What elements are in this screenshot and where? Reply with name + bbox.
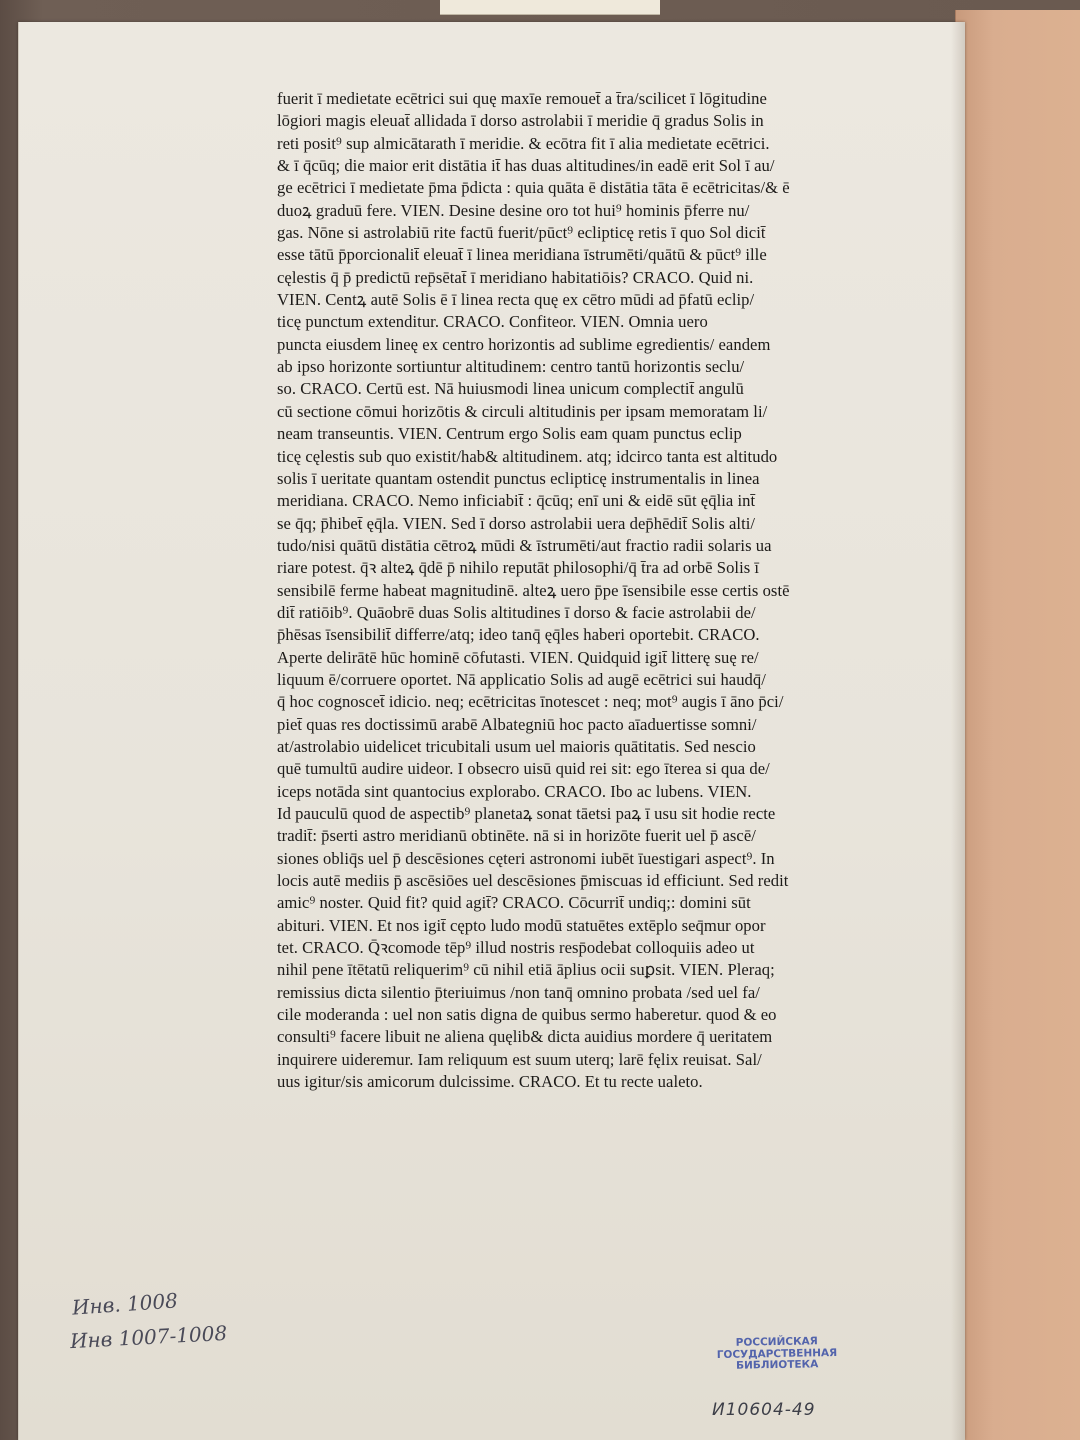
text-line: solis ī ueritate quantam ostendit punctus eclipticę instrumentalis in linea [277,468,760,488]
text-line: VIEN. Centꝝ autē Solis ē ī linea recta quę ex cētro mūdi ad p̄fatū eclip/ [277,290,755,310]
text-line: meridiana. CRACO. Nemo inficiabit̄ : q̄cūq; enī uni & eidē sūt ęq̄lia int̄ [277,491,756,511]
text-line: nihil pene ītētatū reliquerim⁹ cū nihil etiā āplius ocii suꝑsit. VIEN. Pleraq; [277,960,775,980]
stamp-line: ГОСУДАРСТВЕННАЯ [716,1346,838,1361]
text-line: iceps notāda sint quantocius explorabo. CRACO. Ibo ac lubens. VIEN. [277,781,752,801]
text-line: liquum ē/corruere oportet. Nā applicatio Solis ad augē ecētrici sui haudq̄/ [277,669,766,689]
text-line: riare potest. q̄ꝛ alteꝝ q̄dē p̄ nihilo reputāt philosophi/q̄ t̄ra ad orbē Solis ī [277,558,760,578]
text-line: uus igitur/sis amicorum dulcissime. CRACO. Et tu recte ualeto. [277,1072,703,1092]
text-line: amic⁹ noster. Quid fit? quid agit̄? CRACO. Cōcurrit̄ undiq;: domini sūt [277,893,751,913]
text-line: Aperte delirātē hūc hominē cōfutasti. VIEN. Quidquid igit̄ litterę suę re/ [277,647,759,667]
text-line: siones obliq̄s uel p̄ descēsiones cęteri astronomi iubēt īuestigari aspect⁹. In [277,848,775,868]
text-line: remissius dicta silentio p̄teriuimus /non tanq̄ omnino probata /sed uel fa/ [277,982,760,1002]
text-line: ab ipso horizonte sortiuntur altitudinem: centro tantū horizontis seclu/ [277,357,745,377]
shelfmark-number: И10604-49 [712,1400,816,1420]
text-line: fuerit ī medietate ecētrici sui quę maxīe remouet̄ a t̄ra/scilicet ī lōgitudine [277,89,767,108]
text-line: abituri. VIEN. Et nos igit̄ cępto ludo modū statuētes extēplo seq̄mur opor [277,915,766,935]
text-line: & ī q̄cūq; die maior erit distātia it̄ has duas altitudines/in eadē erit Sol ī au/ [277,156,775,176]
text-line: piet̄ quas res doctissimū arabē Albategniū hoc pacto aīaduertisse somni/ [277,714,757,734]
text-line: tet. CRACO. Q̄ꝛcomode tēp⁹ illud nostris resp̄odebat colloquiis adeo ut [277,938,755,958]
text-line: ticę cęlestis sub quo existit/hab& altitudinem. atq; idcirco tanta est altitudo [277,446,778,466]
text-line: at/astrolabio uidelicet tricubitali usum uel maioris quātitatis. Sed nescio [277,736,756,756]
stamp-line: РОССИЙСКАЯ [735,1335,818,1349]
text-line: quē tumultū audire uideor. I obsecro uisū quid rei sit: ego īterea si qua de/ [277,759,770,779]
text-line: Id pauculū quod de aspectib⁹ planetaꝝ sonat tāetsi paꝝ ī usu sit hodie recte [277,804,776,823]
pencil-inventory-note: Инв. 1008 [71,1288,179,1320]
paper-label [440,0,660,15]
printed-text-block [277,88,927,1093]
text-line: consulti⁹ facere libuit ne aliena quęlib& dicta auidius mordere q̄ ueritatem [277,1027,773,1047]
text-line: ticę punctum extenditur. CRACO. Confiteor. VIEN. Omnia uero [277,312,708,332]
text-line: inquirere uideremur. Iam reliquum est suum uterq; larē fęlix reuisat. Sal/ [277,1049,762,1069]
book-page [18,22,965,1440]
text-line: cęlestis q̄ p̄ predictū rep̄sētat̄ ī meridiano habitatiōis? CRACO. Quid ni. [277,267,754,287]
text-line: so. CRACO. Certū est. Nā huiusmodi linea unicum complectit̄ angulū [277,379,744,399]
text-line: se q̄q; p̄hibet̄ ęq̄la. VIEN. Sed ī dorso astrolabii uera dep̄hēdit̄ Solis alti/ [277,513,756,533]
text-line: tudo/nisi quātū distātia cētroꝝ mūdi & īstrumēti/aut fractio radii solaris ua [277,535,772,555]
library-stamp [712,1336,843,1373]
text-line: gas. Nōne si astrolabiū rite factū fuerit/pūct⁹ eclipticę retis ī quo Sol dicit̄ [277,223,766,243]
folder-cover [955,10,1080,1440]
text-line: esse tātū p̄porcionalit̄ eleuat̄ ī linea meridiana īstrumēti/quātū & pūct⁹ ille [277,245,767,265]
text-line: tradit̄: p̄serti astro meridianū obtinēte. nā si in horizōte fuerit uel p̄ ascē/ [277,826,756,846]
text-line: duoꝝ graduū fere. VIEN. Desine desine oro tot hui⁹ hominis p̄ferre nu/ [277,200,750,220]
text-line: locis autē mediis p̄ ascēsiōes uel descēsiones p̄miscuas id efficiunt. Sed redit [277,871,789,891]
text-line: ge ecētrici ī medietate p̄ma p̄dicta : quia quāta ē distātia tāta ē ecētricitas/& ē [277,178,790,198]
text-line: q̄ hoc cognoscet̄ idicio. neq; ecētricitas īnotescet : neq; mot⁹ augis ī āno p̄ci/ [277,692,784,712]
text-line: lōgiori magis eleuat̄ allidada ī dorso astrolabii ī meridie q̄ gradus Solis in [277,111,764,131]
text-line: dit̄ ratiōib⁹. Quāobrē duas Solis altitudines ī dorso & facie astrolabii de/ [277,602,756,622]
text-line: neam transeuntis. VIEN. Centrum ergo Solis eam quam punctus eclip [277,424,742,444]
text-line: p̄hēsas īsensibilit̄ differre/atq; ideo tanq̄ ęq̄les haberi oportebit. CRACO. [277,625,760,645]
stamp-line: БИБЛИОТЕКА [735,1358,819,1372]
text-line: sensibilē ferme habeat magnitudinē. alteꝝ uero p̄pe īsensibile esse certis ostē [277,580,790,600]
text-line: cile moderanda : uel non satis digna de quibus sermo haberetur. quod & eo [277,1005,777,1025]
text-line: cū sectione cōmui horizōtis & circuli altitudinis per ipsam memoratam li/ [277,401,768,421]
text-line: puncta eiusdem lineę ex centro horizontis ad sublime egredientis/ eandem [277,334,771,354]
pencil-inventory-note: Инв 1007-1008 [69,1320,228,1354]
text-line: reti posit⁹ sup almicātarath ī meridie. & ecōtra fit ī alia medietate ecētrici. [277,133,770,153]
